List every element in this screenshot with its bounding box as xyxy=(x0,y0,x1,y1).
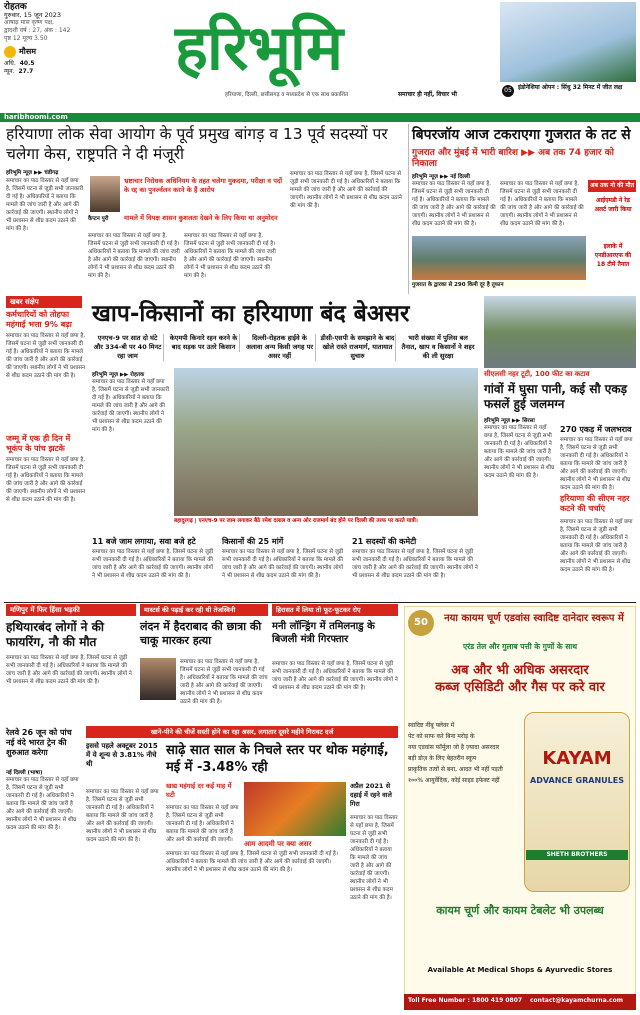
lead-col-4: समाचार का पाठ विस्तार से यहाँ छपा है, जिसमें घटना से जुड़ी सभी जानकारी दी गई है। अधिकारियों ने बताया कि मामले की जांच जारी है और आगे की कार्रवाई की जाएगी। स्थानीय लोगों ने भी प्रशासन से शीघ्र कदम उठाने की मांग की है। xyxy=(290,171,402,209)
weather-label: मौसम xyxy=(19,47,37,56)
flood-col-1: समाचार का पाठ विस्तार से यहाँ छपा है, जिसमें घटना से जुड़ी सभी जानकारी दी गई है। अधिकारियों ने बताया कि मामले की जांच जारी है और आगे की कार्रवाई की जाएगी। स्थानीय लोगों ने भी प्रशासन से शीघ्र कदम उठाने की मांग की है। xyxy=(484,425,555,479)
weather-high-label: अधि. xyxy=(4,60,16,67)
rail-col: समाचार का पाठ विस्तार से यहाँ छपा है, जिसमें घटना से जुड़ी सभी जानकारी दी गई है। अधिकारियों ने बताया कि मामले की जांच जारी है और आगे की कार्रवाई की जाएगी। स्थानीय लोगों ने भी प्रशासन से शीघ्र कदम उठाने की मांग की है। xyxy=(6,777,79,831)
editions: हरियाणा, दिल्ली, छत्तीसगढ़ व मध्यप्रदेश से एक साथ प्रकाशित xyxy=(225,92,349,98)
ad-feature-6: १००% आयुर्वेदिक, कोई साइड इफेक्ट नहीं xyxy=(408,777,500,784)
manipur-kicker: मणिपुर में फिर हिंसा भड़की xyxy=(6,604,136,616)
ad-badge: 50 xyxy=(408,610,434,636)
ear-text: इंडोनेशिया ओपन : सिंधु 32 मिनट में जीत लक्ष xyxy=(518,84,623,91)
cyclone-col-1: समाचार का पाठ विस्तार से यहाँ छपा है, जिसमें घटना से जुड़ी सभी जानकारी दी गई है। अधिकारियों ने बताया कि मामले की जांच जारी है और आगे की कार्रवाई की जाएगी। स्थानीय लोगों ने भी प्रशासन से शीघ्र कदम उठाने की मांग की है। xyxy=(412,181,496,227)
weather-box xyxy=(4,46,88,76)
cyclone-col-2: समाचार का पाठ विस्तार से यहाँ छपा है, जिसमें घटना से जुड़ी सभी जानकारी दी गई है। अधिकारियों ने बताया कि मामले की जांच जारी है और आगे की कार्रवाई की जाएगी। स्थानीय लोगों ने भी प्रशासन से शीघ्र कदम उठाने की मांग की है। xyxy=(500,181,584,227)
rail-headline: रेलवे 26 जून को पांच नई वंदे भारत ट्रेन की शुरुआत करेगा xyxy=(6,728,72,757)
inflation-col-4: समाचार का पाठ विस्तार से यहाँ छपा है, जिसमें घटना से जुड़ी सभी जानकारी दी गई है। अधिकारियों ने बताया कि मामले की जांच जारी है और आगे की कार्रवाई की जाएगी। स्थानीय लोगों ने भी प्रशासन से शीघ्र कदम उठाने की मांग की है। xyxy=(166,851,338,873)
lead-headline: हरियाणा लोक सेवा आयोग के पूर्व प्रमुख बांगड़ व 13 पूर्व सदस्यों पर चलेगा केस, राष्ट्रपति ने दी मंजूरी xyxy=(6,125,388,163)
manipur-headline: हथियारबंद लोगों ने की फायरिंग, नौ की मौत xyxy=(6,620,104,649)
ad-email[interactable]: contact@kayamchurna.com xyxy=(530,997,623,1004)
kisan-sub-1: 11 बजे जाम लगाया, सवा बजे हटे xyxy=(92,537,196,546)
tn-kicker: हिरासत में लिया तो फूट-फूटकर रोए xyxy=(272,604,398,616)
lead-col-3: समाचार का पाठ विस्तार से यहाँ छपा है, जिसमें घटना से जुड़ी सभी जानकारी दी गई है। अधिकारियों ने बताया कि मामले की जांच जारी है और आगे की कार्रवाई की जाएगी। स्थानीय लोगों ने भी प्रशासन से शीघ्र कदम उठाने की मांग की है। xyxy=(184,233,276,279)
inflation-kicker: खाने-पीने की चीजें सस्ती होने का रहा असर, लगातार दूसरे महीने गिरावट दर्ज xyxy=(86,726,398,738)
city: रोहतक xyxy=(4,2,27,12)
flood-kicker: सीएलसी नहर टूटी, 100 फीट का कटाव xyxy=(484,370,590,378)
lead-col-1: समाचार का पाठ विस्तार से यहाँ छपा है, जिसमें घटना से जुड़ी सभी जानकारी दी गई है। अधिकारियों ने बताया कि मामले की जांच जारी है और आगे की कार्रवाई की जाएगी। स्थानीय लोगों ने भी प्रशासन से शीघ्र कदम उठाने की मांग की है। xyxy=(6,178,84,232)
brief-h1: कर्मचारियों को तोहफा महंगाई भत्ता 9% बढ़ा xyxy=(6,310,72,329)
kisan-deck-2: केएमपी किनारे रहन करने के बाद सड़क पर उतरे किसान xyxy=(168,334,240,352)
kisan-deck-1: एनएच-9 पर सात दो घंटे और 334-बी पर 40 मिनट रहा जाम xyxy=(92,334,164,361)
ad-pack-maker: SHETH BROTHERS xyxy=(526,850,628,860)
flood-headline: गांवों में घुसा पानी, कई सौ एकड़ फसलें हुई जलमग्न xyxy=(484,382,628,411)
weather-high: 40.5 xyxy=(19,60,35,67)
brief-col-2: समाचार का पाठ विस्तार से यहाँ छपा है, जिसमें घटना से जुड़ी सभी जानकारी दी गई है। अधिकारियों ने बताया कि मामले की जांच जारी है और आगे की कार्रवाई की जाएगी। स्थानीय लोगों ने भी प्रशासन से शीघ्र कदम उठाने की मांग की है। xyxy=(6,457,86,503)
rail-byline: नई दिल्ली (भाषा) xyxy=(6,770,43,776)
kisan-col-3: समाचार का पाठ विस्तार से यहाँ छपा है, जिसमें घटना से जुड़ी सभी जानकारी दी गई है। अधिकारियों ने बताया कि मामले की जांच जारी है और आगे की कार्रवाई की जाएगी। स्थानीय लोगों ने भी प्रशासन से शीघ्र कदम उठाने की मांग की है। xyxy=(222,549,344,579)
flood-col-2: समाचार का पाठ विस्तार से यहाँ छपा है, जिसमें घटना से जुड़ी सभी जानकारी दी गई है। अधिकारियों ने बताया कि मामले की जांच जारी है और आगे की कार्रवाई की जाएगी। स्थानीय लोगों ने भी प्रशासन से शीघ्र कदम उठाने की मांग की है। xyxy=(560,437,633,491)
cyclone-side-2: इलाके में एनडीआरएफ की 18 टीमें तैनात xyxy=(594,243,632,268)
ad-line-1: नया कायम चूर्ण एडवांस स्वादिष्ट दानेदार स्वरूप में xyxy=(444,613,624,624)
kisan-deck-3: दिल्ली-रोहतक हाईवे के अलावा अन्य किसी जगह पर असर नहीं xyxy=(244,334,316,361)
cyclone-subhead: गुजरात और मुंबई में भारी बारिश ▶▶ अब तक 74 हजार को निकाला xyxy=(412,148,614,169)
kisan-sub-3: 21 सदस्यों की कमेटी xyxy=(352,537,417,546)
brief-col-1: समाचार का पाठ विस्तार से यहाँ छपा है, जिसमें घटना से जुड़ी सभी जानकारी दी गई है। अधिकारियों ने बताया कि मामले की जांच जारी है और आगे की कार्रवाई की जाएगी। स्थानीय लोगों ने भी प्रशासन से शीघ्र कदम उठाने की मांग की है। xyxy=(6,333,86,379)
lead-highlight-2: मामले में विपक्ष शासन कुशलता देखने के लिए किया था अनुमोदन xyxy=(124,214,278,222)
sun-cloud-icon xyxy=(4,46,16,58)
inflation-box-2: अप्रैल 2021 से दहाई में रहने वाले गिरा xyxy=(350,782,392,808)
cyclone-side-head: अब तक नो की मौत xyxy=(588,180,636,192)
ad-feature-3: नया एडवांस फॉर्मूला जो है ज़्यादा असरदार xyxy=(408,744,500,751)
flood-side-1: 270 एकड़ में जलभराव xyxy=(560,425,632,434)
flood-photo xyxy=(484,296,636,368)
cyclone-caption: गुजरात के द्वारका से 290 किमी दूर है तूफान xyxy=(412,281,586,289)
london-col: समाचार का पाठ विस्तार से यहाँ छपा है, जिसमें घटना से जुड़ी सभी जानकारी दी गई है। अधिकारियों ने बताया कि मामले की जांच जारी है और आगे की कार्रवाई की जाएगी। स्थानीय लोगों ने भी प्रशासन से शीघ्र कदम उठाने की मांग की है। xyxy=(180,659,268,705)
london-kicker: मास्टर्स की पढ़ाई कर रही थी तेजस्विनी xyxy=(140,604,268,616)
panchang-2: द्वादशी वर्ष : 27, अंक : 142 xyxy=(4,27,71,34)
row-divider xyxy=(4,602,636,603)
ad-features xyxy=(408,720,520,786)
website[interactable]: haribhoomi.com xyxy=(4,113,68,121)
inflation-col-2: समाचार का पाठ विस्तार से यहाँ छपा है, जिसमें घटना से जुड़ी सभी जानकारी दी गई है। अधिकारियों ने बताया कि मामले की जांच जारी है और आगे की कार्रवाई की जाएगी। xyxy=(166,805,239,843)
ad-line-3: अब और भी अधिक असरदार xyxy=(451,663,589,678)
weather-low-label: न्यून. xyxy=(4,68,15,75)
london-photo xyxy=(140,658,176,700)
kisan-col-4: समाचार का पाठ विस्तार से यहाँ छपा है, जिसमें घटना से जुड़ी सभी जानकारी दी गई है। अधिकारियों ने बताया कि मामले की जांच जारी है और आगे की कार्रवाई की जाएगी। स्थानीय लोगों ने भी प्रशासन से शीघ्र कदम उठाने की मांग की है। xyxy=(352,549,478,579)
ad-feature-1: स्वादिष्ट नींबू फ्लेवर में xyxy=(408,722,455,729)
inflation-headline: साढ़े सात साल के निचले स्तर पर थोक महंगाई, मई में -3.48% रही xyxy=(166,743,389,775)
tn-col: समाचार का पाठ विस्तार से यहाँ छपा है, जिसमें घटना से जुड़ी सभी जानकारी दी गई है। अधिकारियों ने बताया कि मामले की जांच जारी है और आगे की कार्रवाई की जाएगी। स्थानीय लोगों ने भी प्रशासन से शीघ्र कदम उठाने की मांग की है। xyxy=(272,661,398,691)
kisan-col-1: समाचार का पाठ विस्तार से यहाँ छपा है, जिसमें घटना से जुड़ी सभी जानकारी दी गई है। अधिकारियों ने बताया कि मामले की जांच जारी है और आगे की कार्रवाई की जाएगी। स्थानीय लोगों ने भी प्रशासन से शीघ्र कदम उठाने की मांग की है। xyxy=(92,379,170,433)
ad-feature-4: बड़ी डोज़ के लिए बेहतरीन स्कूप xyxy=(408,755,477,762)
lead-col-2: समाचार का पाठ विस्तार से यहाँ छपा है, जिसमें घटना से जुड़ी सभी जानकारी दी गई है। अधिकारियों ने बताया कि मामले की जांच जारी है और आगे की कार्रवाई की जाएगी। स्थानीय लोगों ने भी प्रशासन से शीघ्र कदम उठाने की मांग की है। xyxy=(88,233,180,279)
inflation-col-3: समाचार का पाठ विस्तार से यहाँ छपा है, जिसमें घटना से जुड़ी सभी जानकारी दी गई है। अधिकारियों ने बताया कि मामले की जांच जारी है और आगे की कार्रवाई की जाएगी। स्थानीय लोगों ने भी प्रशासन से शीघ्र कदम उठाने की मांग की है। xyxy=(350,815,398,901)
kisan-deck-4: डीसी-एसपी के समझाने के बाद खोले रास्ते राजमार्ग, यातायात सुचारु xyxy=(320,334,395,360)
ad-line-2: एरंड तेल और गुलाब पत्ती के गुणों के साथ xyxy=(462,642,578,651)
flood-side-2: हरियाणा की सीएम नहर कटने की चर्चाएं xyxy=(560,494,630,513)
tagline: समाचार ही नहीं, विचार भी xyxy=(398,91,457,98)
manipur-col: समाचार का पाठ विस्तार से यहाँ छपा है, जिसमें घटना से जुड़ी सभी जानकारी दी गई है। अधिकारियों ने बताया कि मामले की जांच जारी है और आगे की कार्रवाई की जाएगी। स्थानीय लोगों ने भी प्रशासन से शीघ्र कदम उठाने की मांग की है। xyxy=(6,655,132,685)
inflation-photo xyxy=(244,782,346,836)
kisan-photo xyxy=(174,368,478,516)
lead-byline: हरिभूमि न्यूज़ ▶▶ चंडीगढ़ xyxy=(6,170,59,176)
panchang-1: आषाढ़ मास कृष्ण पक्ष, xyxy=(4,19,54,26)
panchang-3: पृष्ठ 12 मूल्य 3.50 xyxy=(4,35,48,42)
cyclone-headline: बिपरजॉय आज टकराएगा गुजरात के तट से xyxy=(412,127,631,143)
kisan-byline: हरिभूमि न्यूज़ ▶▶ रोहतक xyxy=(92,372,145,378)
ear-badge: 05 xyxy=(502,85,514,97)
cyclone-side-1: आईएमडी ने रेड अलर्ट जारी किया xyxy=(594,197,632,213)
flood-byline: हरिभूमि न्यूज़ ▶▶ सिरसा xyxy=(484,418,535,424)
date: गुरुवार, 15 जून 2023 xyxy=(4,11,62,19)
brief-h2: जम्मू में एक ही दिन में भूकंप के पांच झटके xyxy=(6,434,71,453)
ad-feature-2: पेट को साफ करे बिना मरोड़ के xyxy=(408,733,475,740)
ad-brand: KAYAM xyxy=(542,748,612,769)
flood-col-3: समाचार का पाठ विस्तार से यहाँ छपा है, जिसमें घटना से जुड़ी सभी जानकारी दी गई है। अधिकारियों ने बताया कि मामले की जांच जारी है और आगे की कार्रवाई की जाएगी। स्थानीय लोगों ने भी प्रशासन से शीघ्र कदम उठाने की मांग की है। xyxy=(560,519,633,573)
ad-pack-name: ADVANCE GRANULES xyxy=(530,776,624,785)
ad-footer: कायम चूर्ण और कायम टेबलेट भी उपलब्ध xyxy=(436,904,604,917)
weather-low: 27.7 xyxy=(18,68,34,75)
ad-line-4: कब्ज एसिडिटी और गैस पर करे वार xyxy=(435,680,605,695)
ad-toll[interactable]: Toll Free Number : 1800 419 0807 xyxy=(408,997,523,1004)
ear-photo xyxy=(500,2,636,82)
inflation-caption: आम आदमी पर क्या असर xyxy=(244,840,312,848)
logo: हरिभूमि xyxy=(175,11,343,84)
inflation-deck: इससे पहले अक्टूबर 2015 में ये शून्य से 3.81% नीचे थी xyxy=(86,742,158,768)
ad-feature-5: प्राकृतिक तत्वों से बना, आदत भी नहीं पड़ती xyxy=(408,766,503,773)
masthead-left xyxy=(4,3,88,113)
lead-person: कैप्टन पुरी xyxy=(88,216,109,222)
kisan-col-2: समाचार का पाठ विस्तार से यहाँ छपा है, जिसमें घटना से जुड़ी सभी जानकारी दी गई है। अधिकारियों ने बताया कि मामले की जांच जारी है और आगे की कार्रवाई की जाएगी। स्थानीय लोगों ने भी प्रशासन से शीघ्र कदम उठाने की मांग की है। xyxy=(92,549,214,579)
kisan-headline: खाप-किसानों का हरियाणा बंद बेअसर xyxy=(92,301,410,327)
ad-avail: Available At Medical Shops & Ayurvedic Stores xyxy=(427,966,613,974)
lead-person-photo xyxy=(90,176,120,212)
tn-headline: मनी लॉन्ड्रिंग में तमिलनाडु के बिजली मंत्री गिरफ्तार xyxy=(272,621,375,645)
lead-highlight-1: भ्रष्टाचार निरोधक अधिनियम के तहत चलेगा मुकदमा, परीक्षा व पदों के रद्द का पुनर्ज्वलन करने के हैं आरोप xyxy=(124,177,283,194)
brief-label: खबर संक्षेप xyxy=(6,296,82,308)
kisan-deck-5: भारी संख्या में पुलिस बल तैनात, खाप व किसानों ने शहर की ली सुरक्षा xyxy=(401,334,475,360)
inflation-col-1: समाचार का पाठ विस्तार से यहाँ छपा है, जिसमें घटना से जुड़ी सभी जानकारी दी गई है। अधिकारियों ने बताया कि मामले की जांच जारी है और आगे की कार्रवाई की जाएगी। स्थानीय लोगों ने भी प्रशासन से शीघ्र कदम उठाने की मांग की है। xyxy=(86,789,159,843)
inflation-box-1: खाद्य महंगाई दर कई माह में घटी xyxy=(166,782,232,799)
cyclone-photo xyxy=(412,236,586,280)
cyclone-byline: हरिभूमि न्यूज़ ▶▶ नई दिल्ली xyxy=(412,174,470,180)
website-bar[interactable] xyxy=(0,113,640,122)
kisan-sub-2: किसानों की 25 मांगें xyxy=(222,537,284,546)
ad-pack xyxy=(524,712,630,892)
london-headline: लंदन में हैदराबाद की छात्रा की चाकू मारकर हत्या xyxy=(140,620,262,647)
kisan-caption: बहादुरगढ़ | एनएच-9 पर जाम लगाकर बैठे रमेश दलाल व अन्य ओर राजमार्ग बंद होने पर दिल्ली की तरफ पर करते यात्री। xyxy=(174,518,418,524)
